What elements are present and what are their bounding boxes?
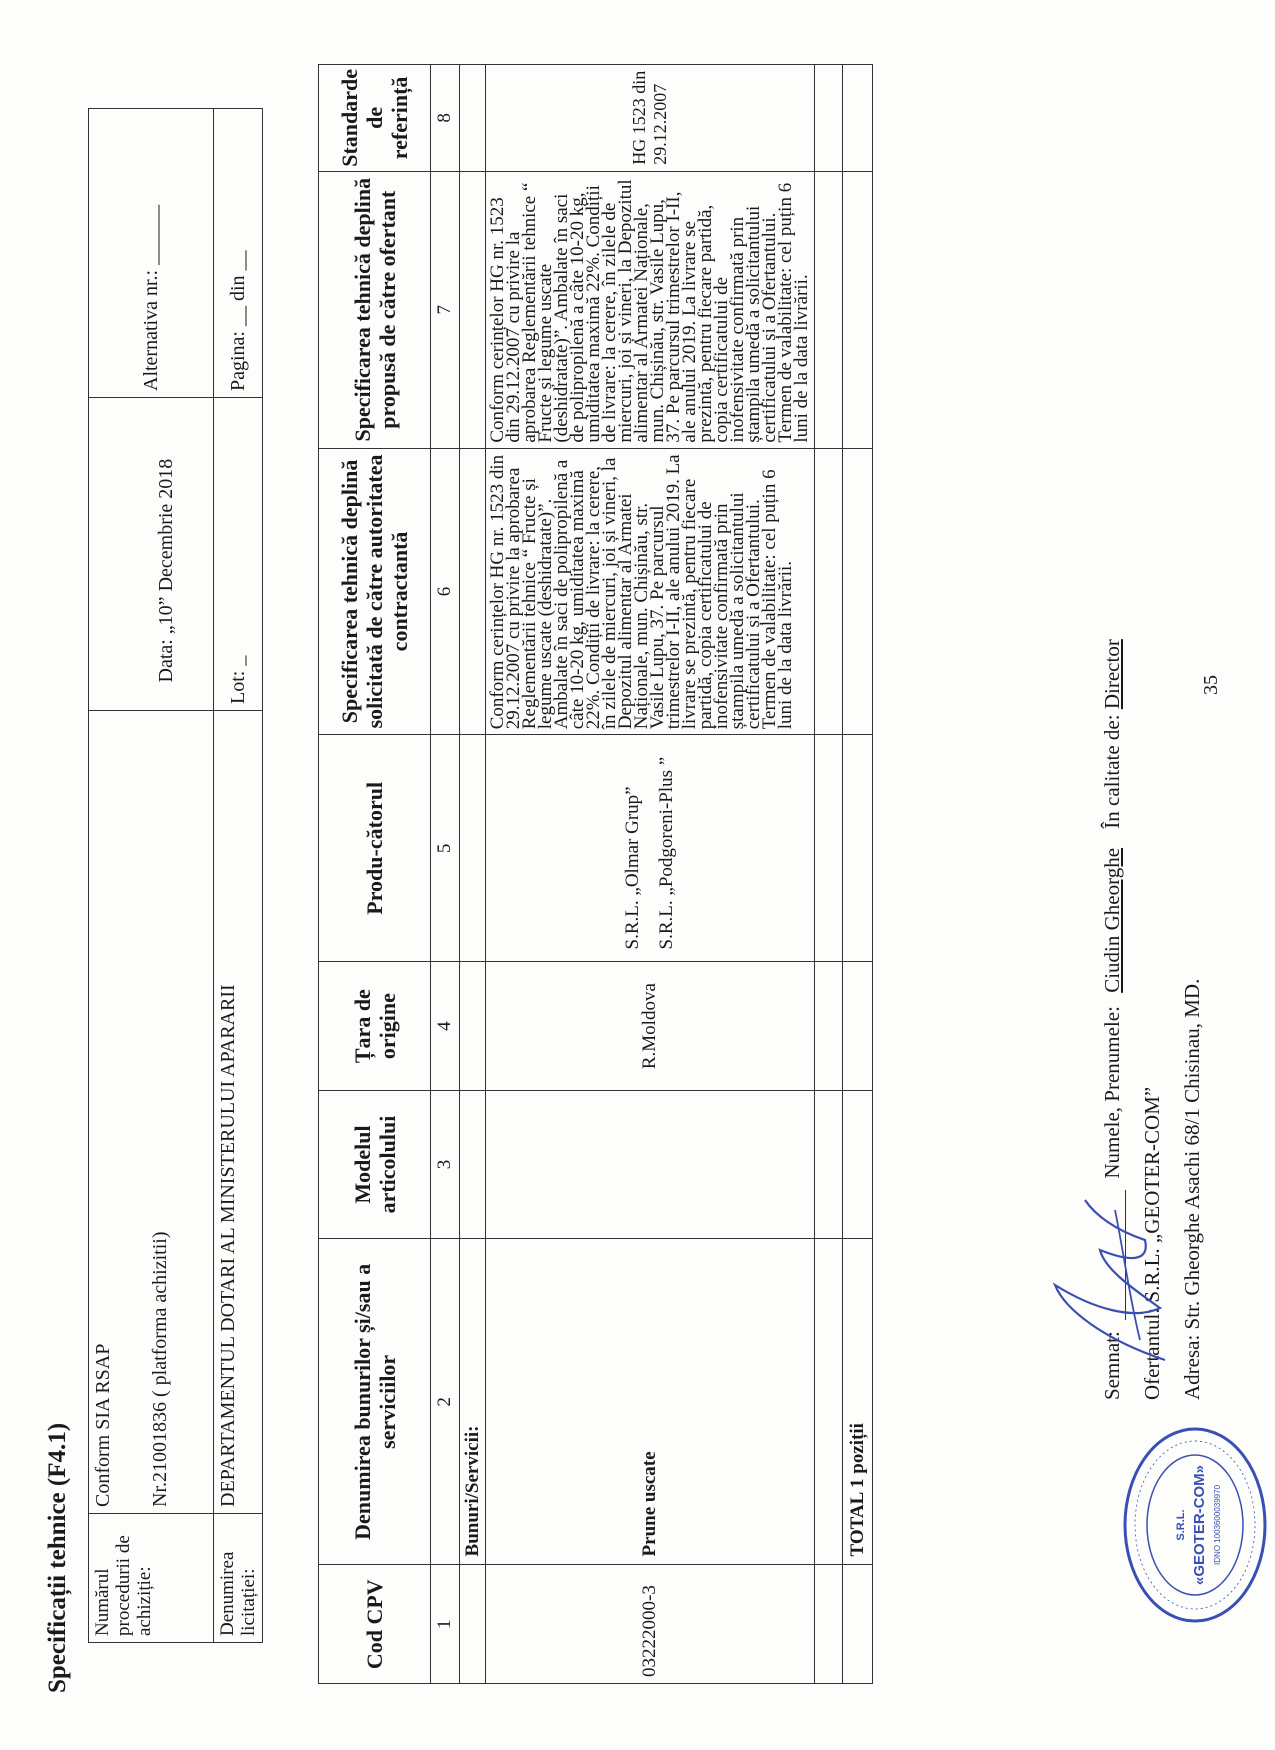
cpv-code: 03222000-3 xyxy=(486,1565,815,1684)
item-model xyxy=(486,1090,815,1238)
section-label: Bunuri/Servicii: xyxy=(460,1239,486,1565)
header-table xyxy=(88,108,263,1643)
col-header-spec-offered: Specificarea tehnică deplină propusă de către ofertant xyxy=(319,171,431,448)
col-header-name: Denumirea bunurilor și/sau a serviciilor xyxy=(319,1239,431,1565)
specification-table xyxy=(318,64,873,1684)
producer-cell xyxy=(486,735,815,962)
procedure-line-1: Conform SIA RSAP xyxy=(92,1343,114,1507)
column-number: 4 xyxy=(431,962,460,1090)
section-row xyxy=(460,65,486,1684)
document-title: Specificații tehnice (F4.1) xyxy=(44,1422,71,1693)
auction-label: Denumirea licitației: xyxy=(214,1514,263,1643)
handwritten-signature xyxy=(1045,1190,1195,1380)
column-number: 8 xyxy=(431,65,460,172)
procedure-label: Numărul procedurii de achiziție: xyxy=(89,1514,214,1643)
col-header-cpv: Cod CPV xyxy=(319,1565,431,1684)
svg-text:«GEOTER-COM»: «GEOTER-COM» xyxy=(1191,1464,1208,1586)
page-field: Pagina: __ din __ xyxy=(214,109,263,398)
spec-offered: Conform cerințelor HG nr. 1523 din 29.12.2007 cu privire la aprobarea Reglementării tehnice “ Fructe și legume uscate (deshidratate)”. Ambalate în saci de polipropilenă a câte 10-20 kg, umiditatea maximă 22%. Condiții de livrare: la cerere, în zilele de miercuri, joi și vineri, la Depozitul alimentar al Armatei Naționale, mun. Chișinău, str. Vasile Lupu, 37. Pe parcursul trimestrelor I-II, ale anului 2019. La livrare se prezintă, pentru fiecare partidă, copia certificatului de inofensivitate confirmată prin ștampila umedă a solicitantului certificatului și a Ofertantului. Termen de valabilitate: cel puțin 6 luni de la data livrării. xyxy=(486,171,815,448)
col-header-model: Modelul articolului xyxy=(319,1090,431,1238)
table-header-row xyxy=(319,65,431,1684)
item-name: Prune uscate xyxy=(486,1239,815,1565)
date-cell xyxy=(89,398,214,711)
address-value: Str. Gheorghe Asachi 68/1 Chisinau, MD. xyxy=(1180,978,1204,1330)
auction-name: DEPARTAMENTUL DOTARI AL MINISTERULUI APARARII xyxy=(214,711,263,1514)
alternative-field: Alternativa nr.: ______ xyxy=(89,109,214,398)
producer-1: S.R.L. „Olmar Grup” xyxy=(622,786,643,950)
bidder-label: Ofertantul: xyxy=(1140,1307,1164,1400)
signed-label: Semnat: xyxy=(1100,1331,1124,1400)
date-field: Data: „10” Decembrie 2018 xyxy=(154,458,177,683)
total-row xyxy=(843,65,873,1684)
table-row xyxy=(486,65,815,1684)
origin-country: R.Moldova xyxy=(486,962,815,1090)
column-number: 3 xyxy=(431,1090,460,1238)
company-stamp xyxy=(1120,1425,1270,1625)
column-number-row xyxy=(431,65,460,1684)
column-number: 6 xyxy=(431,448,460,735)
col-header-spec-requested: Specificarea tehnică deplină solicitată de către autoritatea contractantă xyxy=(319,448,431,735)
col-header-standard: Standarde de referință xyxy=(319,65,431,172)
column-number: 7 xyxy=(431,171,460,448)
column-number: 2 xyxy=(431,1239,460,1565)
name-label: Numele, Prenumele: xyxy=(1100,1006,1124,1179)
spec-requested: Conform cerințelor HG nr. 1523 din 29.12.2007 cu privire la aprobarea Reglementării tehnice “ Fructe și legume uscate (deshidratate)”. Ambalate în saci de polipropilenă a câte 10-20 kg, umiditatea maximă 22%. Condiții de livrare: la cerere, în zilele de miercuri, joi și vineri, la Depozitul alimentar al Armatei Naționale, mun. Chișinău, str. Vasile Lupu, 37. Pe parcursul trimestrelor I-II, ale anului 2019. La livrare se prezintă, pentru fiecare partidă, copia certificatului de inofensivitate confirmată prin ștampila umedă a solicitantului certificatului și a Ofertantului. Termen de valabilitate: cel puțin 6 luni de la data livrării. xyxy=(486,448,815,735)
empty-row xyxy=(815,65,843,1684)
col-header-producer: Produ-cătorul xyxy=(319,735,431,962)
lot-field: Lot: _ xyxy=(214,398,263,711)
svg-text:IDNO 1003600039970: IDNO 1003600039970 xyxy=(1213,1484,1222,1566)
total-label: TOTAL 1 poziții xyxy=(843,1239,873,1565)
column-number: 1 xyxy=(431,1565,460,1684)
producer-2: S.R.L. „Podgoreni-Plus ” xyxy=(656,756,677,950)
svg-text:S.R.L.: S.R.L. xyxy=(1175,1509,1187,1541)
column-number: 5 xyxy=(431,735,460,962)
capacity-value: Director xyxy=(1100,639,1124,710)
name-value: Ciudin Gheorghe xyxy=(1100,847,1124,993)
procedure-cell xyxy=(89,458,214,1514)
col-header-origin: Țara de origine xyxy=(319,962,431,1090)
page-number: 35 xyxy=(1200,675,1222,695)
bidder-value: S.R.L. „GEOTER-COM” xyxy=(1140,1086,1164,1303)
procedure-line-2: Nr.21001836 ( platforma achizitii) xyxy=(149,1231,171,1507)
address-label: Adresa: xyxy=(1180,1334,1204,1400)
reference-standard: HG 1523 din 29.12.2007 xyxy=(486,65,815,172)
capacity-label: În calitate de: xyxy=(1100,714,1124,829)
